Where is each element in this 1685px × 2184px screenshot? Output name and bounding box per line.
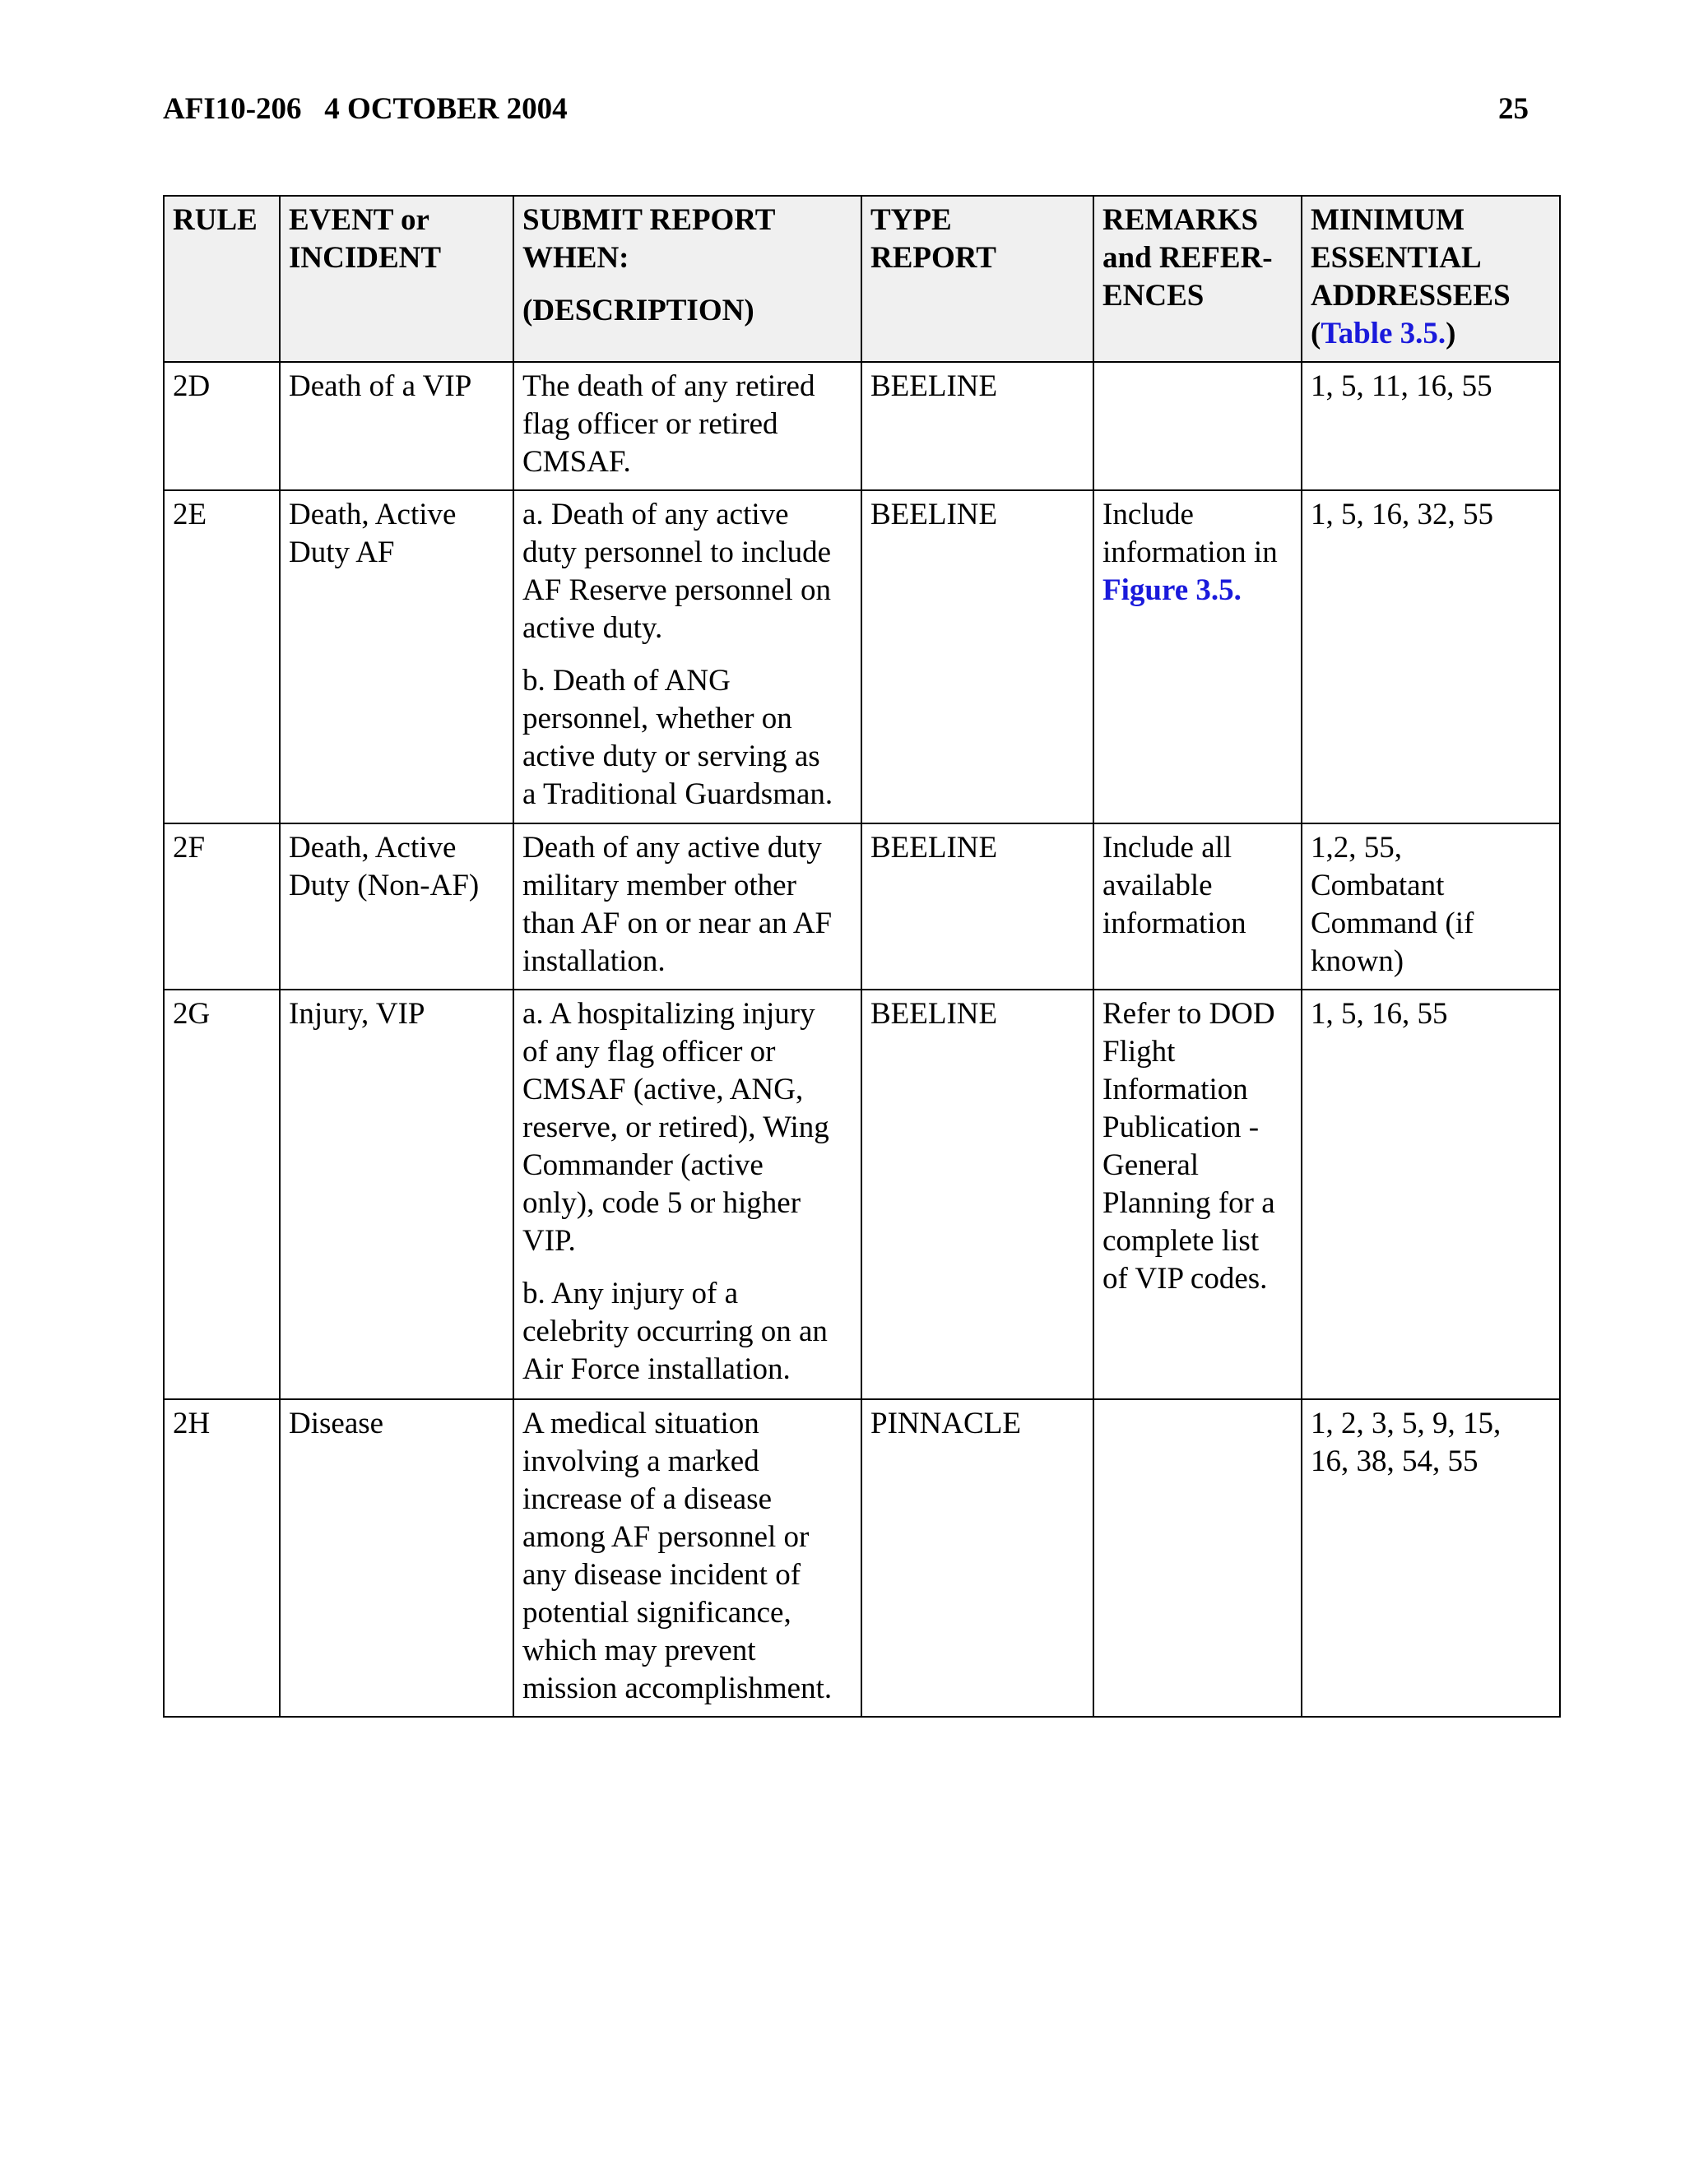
report-table [163, 195, 1561, 1718]
table-row [164, 362, 1560, 490]
table-row [164, 1399, 1560, 1717]
cell-remarks: Include information in Figure 3.5. [1093, 490, 1302, 823]
table-3-5-link[interactable]: Table 3.5. [1321, 317, 1446, 350]
col-header-type: TYPE REPORT [861, 196, 1093, 362]
table-header-row [164, 196, 1560, 362]
col-header-remarks: REMARKS and REFER- ENCES [1093, 196, 1302, 362]
figure-3-5-link[interactable]: Figure 3.5. [1102, 573, 1242, 607]
cell-event: Death, Active Duty (Non-AF) [280, 823, 513, 990]
page-header [163, 89, 1529, 130]
cell-type: BEELINE [861, 823, 1093, 990]
cell-description: Death of any active duty military member other than AF on or near an AF installation. [513, 823, 861, 990]
cell-type: BEELINE [861, 490, 1093, 823]
document-id: AFI10-206 4 OCTOBER 2004 [163, 92, 568, 126]
cell-rule: 2D [164, 362, 280, 490]
col-header-submit: SUBMIT REPORT WHEN: (DESCRIPTION) [513, 196, 861, 362]
cell-addressees: 1, 2, 3, 5, 9, 15, 16, 38, 54, 55 [1302, 1399, 1560, 1717]
cell-event: Injury, VIP [280, 990, 513, 1399]
cell-type: BEELINE [861, 362, 1093, 490]
cell-addressees: 1, 5, 16, 32, 55 [1302, 490, 1560, 823]
table-row [164, 490, 1560, 823]
cell-addressees: 1,2, 55, Combatant Command (if known) [1302, 823, 1560, 990]
cell-remarks: Include all available information [1093, 823, 1302, 990]
table-row [164, 823, 1560, 990]
cell-type: PINNACLE [861, 1399, 1093, 1717]
col-header-submit-description: (DESCRIPTION) [522, 294, 754, 327]
cell-event: Death of a VIP [280, 362, 513, 490]
page-number: 25 [1498, 92, 1529, 126]
cell-addressees: 1, 5, 11, 16, 55 [1302, 362, 1560, 490]
table-row [164, 990, 1560, 1399]
cell-event: Death, Active Duty AF [280, 490, 513, 823]
cell-remarks: Refer to DOD Flight Information Publication - General Planning for a complete list of VIP codes. [1093, 990, 1302, 1399]
cell-remarks [1093, 362, 1302, 490]
col-header-minimum: MINIMUM ESSENTIAL ADDRESSEES (Table 3.5.) [1302, 196, 1560, 362]
cell-event: Disease [280, 1399, 513, 1717]
cell-type: BEELINE [861, 990, 1093, 1399]
cell-description: a. Death of any active duty personnel to include AF Reserve personnel on active duty. b. Death of ANG personnel, whether on active duty or serving as a Traditional Guardsman. [513, 490, 861, 823]
cell-rule: 2G [164, 990, 280, 1399]
cell-description: A medical situation involving a marked increase of a disease among AF personnel or any disease incident of potential significance, which may prevent mission accomplishment. [513, 1399, 861, 1717]
cell-remarks [1093, 1399, 1302, 1717]
col-header-event: EVENT or INCIDENT [280, 196, 513, 362]
cell-description: a. A hospitalizing injury of any flag officer or CMSAF (active, ANG, reserve, or retired), Wing Commander (active only), code 5 or higher VIP. b. Any injury of a celebrity occurring on an Air Force installation. [513, 990, 861, 1399]
cell-addressees: 1, 5, 16, 55 [1302, 990, 1560, 1399]
col-header-rule: RULE [164, 196, 280, 362]
cell-rule: 2F [164, 823, 280, 990]
cell-rule: 2H [164, 1399, 280, 1717]
cell-description: The death of any retired flag officer or retired CMSAF. [513, 362, 861, 490]
cell-rule: 2E [164, 490, 280, 823]
